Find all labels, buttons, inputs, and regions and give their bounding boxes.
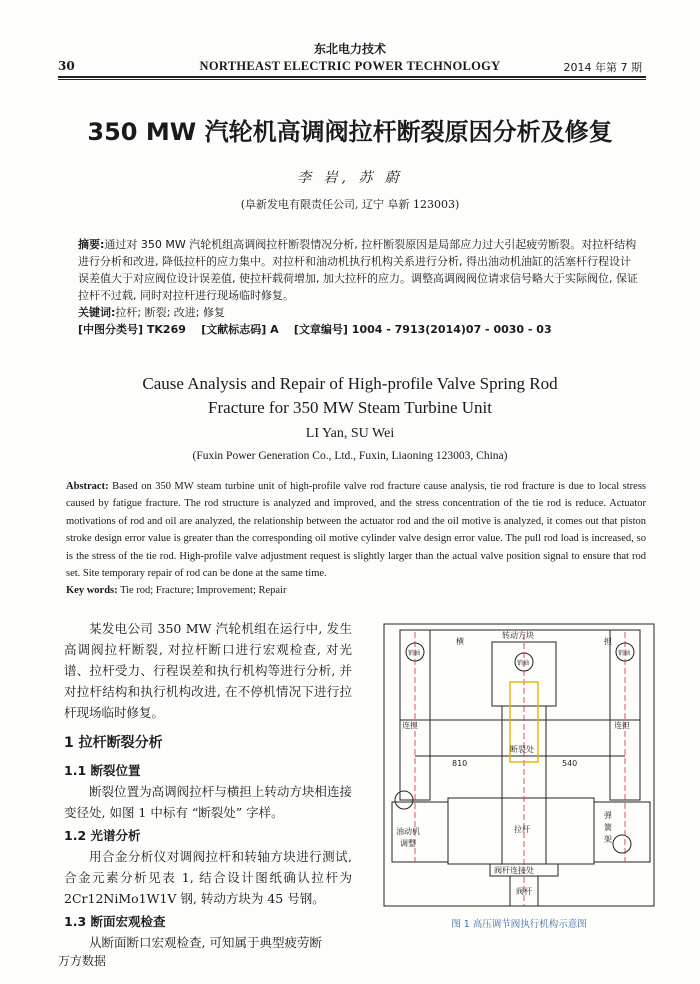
abstract-cn-text: 通过对 350 MW 汽轮机组高调阀拉杆断裂情况分析, 拉杆断裂原因是局部应力过大引起疲劳断裂。对拉杆结构进行分析和改进, 降低拉杆的应力集中。对拉杆和油动机执行机构关系进行分析, 得出油动机油缸的活塞杆行程设计误差值大于对应阀位设计误差值, 使拉杆载荷增加, 加大拉杆的应力。调整高调阀阀位请求信号略大于实际阀位, 保证拉杆不过载, 同时对拉杆进行现场临时修复。 bbox=[78, 238, 638, 302]
section-1-heading: 1 拉杆断裂分析 bbox=[64, 735, 163, 751]
label-heng: 横 bbox=[456, 637, 464, 646]
affiliation-en: (Fuxin Power Generation Co., Ltd., Fuxin, Liaoning 123003, China) bbox=[192, 450, 508, 462]
header-rule-thin bbox=[58, 79, 646, 80]
journal-name-en: NORTHEAST ELECTRIC POWER TECHNOLOGY bbox=[199, 59, 501, 73]
keywords-en-label: Key words: bbox=[66, 585, 118, 597]
body-column bbox=[64, 618, 352, 953]
journal-name-cn: 东北电力技术 bbox=[313, 42, 386, 56]
issue-label: 2014 年第 7 期 bbox=[563, 61, 642, 74]
section-1-3-heading: 1.3 断面宏观检查 bbox=[64, 914, 166, 929]
section-1-3-text: 从断面断口宏观检查, 可知属于典型疲劳断 bbox=[89, 935, 322, 950]
paper-title-en bbox=[0, 372, 700, 420]
page-number: 30 bbox=[58, 59, 75, 73]
intro-paragraph: 某发电公司 350 MW 汽轮机组在运行中, 发生高调阀拉杆断裂, 对拉杆断口进行宏观检查, 对光谱、拉杆受力、行程误差和执行机构等进行分析, 并对拉杆结构和执行机构改进, 在不停机情况下进行拉杆现场临时修复。 bbox=[64, 621, 352, 720]
footer-watermark: 万方数据 bbox=[58, 954, 107, 968]
label-pin-tr: 销轴 bbox=[618, 650, 631, 657]
label-stem-conn: 阀杆连接处 bbox=[494, 866, 534, 875]
section-1-2-heading: 1.2 光谱分析 bbox=[64, 828, 141, 843]
section-1-1-text: 断裂位置为高调阀拉杆与横担上转动方块相连接变径处, 如图 1 中标有 “断裂处” 字样。 bbox=[64, 784, 352, 820]
abstract-en bbox=[66, 478, 646, 600]
section-1-1-heading: 1.1 断裂位置 bbox=[64, 763, 141, 778]
label-liandan-left: 连担 bbox=[402, 721, 418, 730]
label-break: 断裂处 bbox=[510, 745, 534, 754]
header-rule bbox=[58, 76, 646, 78]
abstract-cn-label: 摘要: bbox=[78, 238, 105, 251]
pin-bottom-right bbox=[613, 835, 631, 853]
label-motor-adjust: 调整 bbox=[400, 839, 416, 848]
figure-1-caption: 图 1 高压调节阀执行机构示意图 bbox=[451, 919, 587, 930]
classification-line: [中图分类号] TK269 [文献标志码] A [文章编号] 1004 - 7913(2014)07 - 0030 - 03 bbox=[78, 323, 552, 336]
label-motor: 油动机 bbox=[396, 827, 420, 836]
keywords-cn-label: 关键词: bbox=[78, 306, 116, 319]
label-dim-right: 540 bbox=[562, 759, 578, 768]
label-block: 转动方块 bbox=[502, 631, 534, 640]
abstract-cn bbox=[78, 236, 638, 338]
section-1-2-text: 用合金分析仪对调阀拉杆和转轴方块进行测试, 合金元素分析见表 1, 结合设计图纸确认拉杆为 2Cr12NiMo1W1V 钢, 转动方块为 45 号钢。 bbox=[64, 849, 352, 906]
label-pin-center: 销轴 bbox=[517, 660, 530, 667]
label-spring-1: 弹 bbox=[604, 811, 612, 820]
keywords-cn: 拉杆; 断裂; 改进; 修复 bbox=[115, 306, 226, 319]
authors-cn: 李 岩, 苏 蔚 bbox=[297, 170, 403, 186]
authors-en: LI Yan, SU Wei bbox=[305, 426, 395, 441]
label-rod: 拉杆 bbox=[514, 825, 530, 834]
label-pin-tl: 销轴 bbox=[408, 650, 421, 657]
abstract-en-text: Based on 350 MW steam turbine unit of high-profile valve rod fracture cause analysis, tie rod fracture is due to local stress caused by fatigue fracture. The rod structure is analyzed and improved, and the stress concentration of the tie rod is reduce. Actuator motivations of rod and oil are analyzed, the relationship between the actuator rod and the oil motive is analyzed, it comes out that piston stroke design error value is greater than the corresponding oil motive cylinder valve design error value. The pull rod load is increased, so is the stress of the tie rod. High-profile valve adjustment request is slightly larger than the actual valve position signal to ensure that rod set. Site temporary repair of rod can be done at the same time. bbox=[66, 481, 646, 580]
label-spring-2: 簧 bbox=[604, 823, 612, 832]
paper-title-en-text: Cause Analysis and Repair of High-profile Valve Spring Rod Fracture for 350 MW Steam Turbine Unit bbox=[142, 374, 558, 417]
label-dim-left: 810 bbox=[452, 759, 468, 768]
affiliation-cn: (阜新发电有限责任公司, 辽宁 阜新 123003) bbox=[240, 198, 460, 211]
label-stem: 阀杆 bbox=[516, 887, 532, 896]
label-dan: 担 bbox=[604, 637, 612, 646]
figure-1-diagram bbox=[382, 622, 656, 908]
label-liandan-right: 连担 bbox=[614, 721, 630, 730]
label-spring-3: 架 bbox=[604, 835, 612, 844]
paper-title-cn: 350 MW 汽轮机高调阀拉杆断裂原因分析及修复 bbox=[87, 118, 613, 146]
keywords-en: Tie rod; Fracture; Improvement; Repair bbox=[120, 585, 287, 597]
abstract-en-label: Abstract: bbox=[66, 481, 109, 492]
